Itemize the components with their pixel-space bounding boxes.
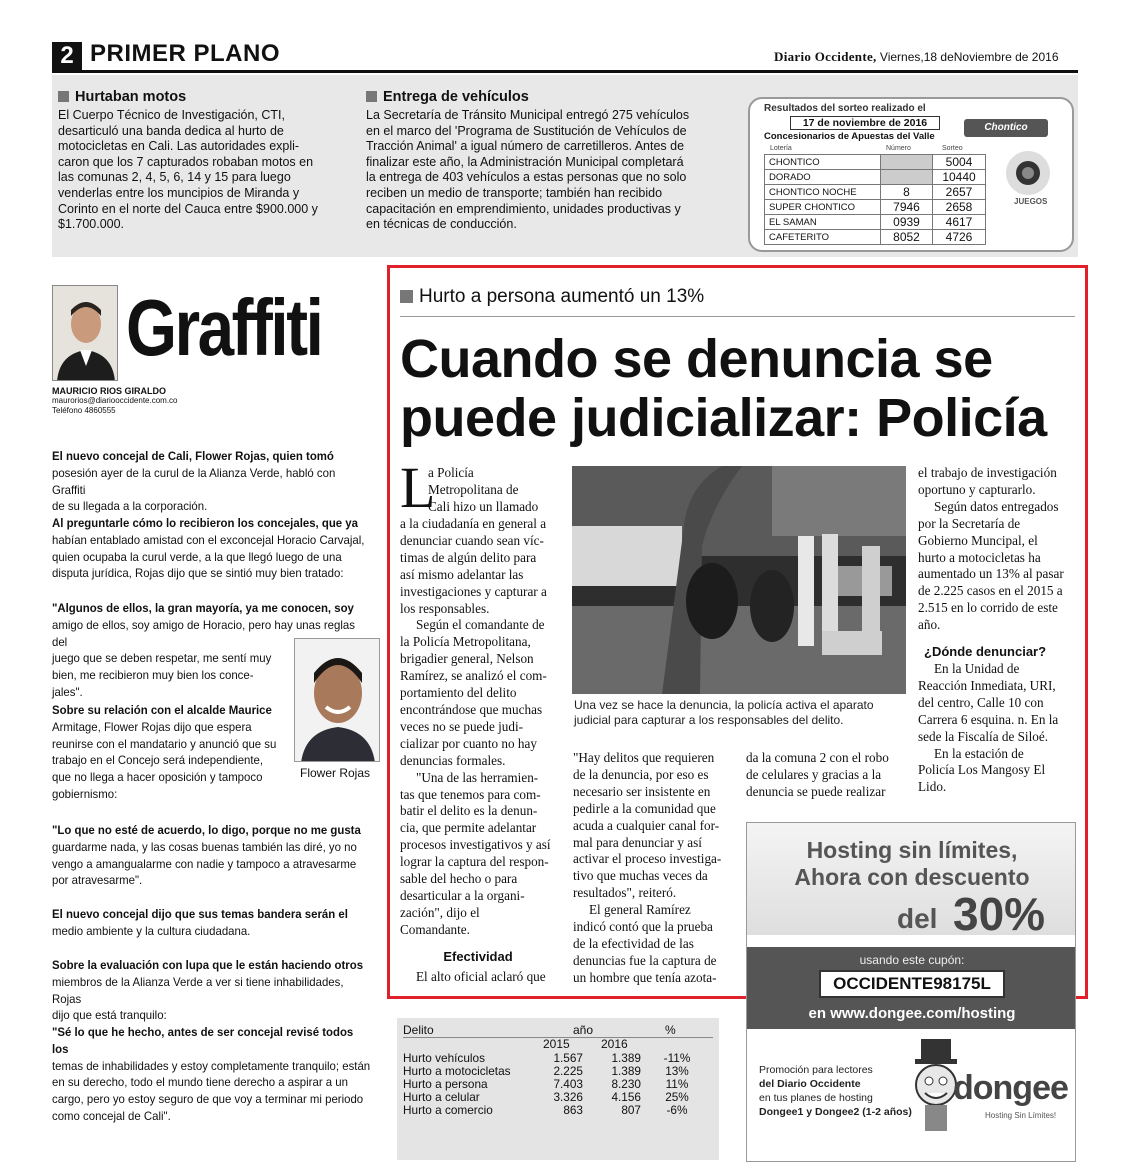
lottery-number: 8 bbox=[881, 185, 933, 200]
graffiti-para-5: "Lo que no esté de acuerdo, lo digo, porque no me gusta guardarme nada, y las cosas buenas también las diré, yo no vengo a amangualarme con nadie y tampoco a atravesarme por atravesarme". bbox=[52, 823, 361, 888]
dongee-advertisement[interactable] bbox=[746, 822, 1076, 1162]
graffiti-para-6: El nuevo concejal dijo que sus temas bandera serán el medio ambiente y la cultura ciudadana. bbox=[52, 907, 348, 938]
stats-rows bbox=[403, 1052, 713, 1117]
stats-cell-v2016: 8.230 bbox=[611, 1077, 641, 1091]
brief-entrega-vehiculos bbox=[366, 89, 720, 233]
graffiti-para-1: El nuevo concejal de Cali, Flower Rojas, quien tomó posesión ayer de la curul de la Alianza Verde, habló con Graffiti de su llegada a la corporación. bbox=[52, 449, 336, 514]
stats-col-delito: Delito bbox=[403, 1023, 434, 1037]
brief-body: La Secretaría de Tránsito Municipal entregó 275 vehículos en el marco del 'Programa de Sustitución de Vehículos de Tracción Animal' a igual número de carretilleros. Antes de finalizar este año, la Administración Municipal completará la entrega de 403 vehículos a estas personas que no solo reciben un medio de transporte; también han recibido capacitación en emprendimiento, unidades productivas y en técnicas de conducción. bbox=[366, 108, 690, 232]
ad-percent: 30% bbox=[953, 888, 1046, 940]
stats-cell-pct: 13% bbox=[665, 1064, 689, 1078]
stats-cell-v2015: 7.403 bbox=[553, 1077, 583, 1091]
bullet-square-icon bbox=[400, 290, 413, 303]
lottery-name: CHONTICO NOCHE bbox=[765, 185, 881, 200]
stats-cell-v2016: 807 bbox=[621, 1103, 641, 1117]
column-title: Graffiti bbox=[126, 283, 322, 372]
police-scene-photo-icon bbox=[572, 466, 906, 694]
paper-name: Diario Occidente, bbox=[774, 49, 877, 64]
lottery-draw: 4617 bbox=[933, 215, 986, 230]
photo-caption: Una vez se hace la denuncia, la policía activa el aparato judicial para capturar a los responsables del delito. bbox=[574, 698, 874, 727]
columnist-photo bbox=[52, 285, 118, 381]
lottery-subheading: Concesionarios de Apuestas del Valle bbox=[764, 131, 935, 142]
chontico-logo: Chontico bbox=[964, 119, 1048, 137]
brief-hurtaban-motos bbox=[58, 89, 336, 233]
graffiti-para-4: Sobre su relación con el alcalde Maurice Armitage, Flower Rojas dijo que espera reunirse con el mandatario y anunció que su trabajo en el Concejo será independiente, que no llega a hacer oposición y tampoco gobiernismo: bbox=[52, 703, 277, 801]
lottery-draw: 2657 bbox=[933, 185, 986, 200]
graffiti-para-3: "Algunos de ellos, la gran mayoría, ya me conocen, soy amigo de ellos, soy amigo de Horacio, pero hay unas reglas del juego que se deben respetar, me sentí muy bien, me recibieron muy bien los conce- jales". bbox=[52, 601, 355, 699]
lottery-row bbox=[765, 170, 986, 185]
lottery-number: 8052 bbox=[881, 230, 933, 245]
brief-title: Hurtaban motos bbox=[58, 89, 336, 105]
stats-cell-delito: Hurto a motocicletas bbox=[403, 1064, 511, 1078]
stats-cell-pct: -6% bbox=[666, 1103, 688, 1117]
stats-cell-pct: 11% bbox=[665, 1077, 689, 1091]
article-kicker: Hurto a persona aumentó un 13% bbox=[400, 286, 704, 308]
issue-date: Viernes,18 deNoviembre de 2016 bbox=[879, 50, 1059, 64]
stats-cell-pct: 25% bbox=[665, 1090, 689, 1104]
ad-coupon-code[interactable]: OCCIDENTE98175L bbox=[819, 970, 1005, 998]
article-column-2: "Hay delitos que requieren de la denuncia, por eso es necesario ser insistente en pedirle a la comunidad que acuda a cualquier canal for- mal para denunciar y así activar el proceso investiga- tivo que muchas veces da resultados", reiteró. El general Ramírez indicó contó que la prueba de la efectividad de las denuncias fue la captura de un hombre que tenía azota- bbox=[573, 750, 722, 985]
lottery-number bbox=[881, 170, 933, 185]
lottery-results-box bbox=[748, 97, 1074, 252]
lottery-name: DORADO bbox=[765, 170, 881, 185]
flower-rojas-caption: Flower Rojas bbox=[300, 766, 371, 780]
lottery-heading: Resultados del sorteo realizado el bbox=[764, 103, 926, 114]
flower-rojas-photo bbox=[294, 638, 380, 762]
stats-cell-v2015: 1.567 bbox=[553, 1051, 583, 1065]
stats-cell-v2015: 863 bbox=[563, 1103, 583, 1117]
article-column-4: el trabajo de investigación oportuno y capturarlo. Según datos entregados por la Secretaría de Gobierno Muncipal, el hurto a motocicletas ha aumentado un 13% al pasar de 2.225 casos en el 2015 a 2.515 en lo corrido de este año. ¿Dónde denunciar? En la Unidad de Reacción Inmediata, URI, del centro, Calle 10 con Carrera 6 esquina. n. En la sede la Fiscalía de Siloé. En la estación de Policía Los Mangosy El Lido. bbox=[918, 465, 1074, 796]
lottery-row bbox=[765, 215, 986, 230]
stats-row bbox=[403, 1104, 713, 1117]
dongee-logo: dongee bbox=[953, 1069, 1068, 1107]
lottery-number: 7946 bbox=[881, 200, 933, 215]
lottery-number: 0939 bbox=[881, 215, 933, 230]
columnist-name: MAURICIO RIOS GIRALDO bbox=[52, 386, 166, 396]
lottery-name: CAFETERITO bbox=[765, 230, 881, 245]
stats-cell-v2016: 1.389 bbox=[611, 1051, 641, 1065]
header-rule bbox=[52, 70, 1078, 73]
lottery-date: 17 de noviembre de 2016 bbox=[790, 116, 940, 130]
graffiti-para-8: "Sé lo que he hecho, antes de ser concejal revisé todos los temas de inhabilidades y estoy completamente tranquilo; están en su derecho, todo el mundo tiene derecho a aspirar a un cargo, pero yo estoy seguro de que voy a terminar mi periodo como concejal de Cali". bbox=[52, 1025, 371, 1123]
article-headline: Cuando se denuncia se puede judicializar: Policía bbox=[400, 329, 1047, 448]
stats-cell-v2015: 3.326 bbox=[553, 1090, 583, 1104]
lottery-col-headers: Lotería Número Sorteo bbox=[770, 145, 963, 152]
lottery-row bbox=[765, 200, 986, 215]
graffiti-para-7: Sobre la evaluación con lupa que le están haciendo otros miembros de la Alianza Verde a ver si tiene inhabilidades, Rojas dijo que está tranquilo: bbox=[52, 958, 364, 1023]
bullet-square-icon bbox=[58, 91, 69, 102]
ad-del: del bbox=[897, 903, 938, 934]
stats-col-ano: año bbox=[573, 1023, 594, 1037]
lottery-table bbox=[764, 154, 986, 245]
section-title: PRIMER PLANO bbox=[90, 40, 281, 67]
stats-year-2015: 2015 bbox=[543, 1037, 570, 1051]
ad-coupon-label: usando este cupón: bbox=[859, 953, 965, 967]
lottery-row bbox=[765, 155, 986, 170]
lottery-name: SUPER CHONTICO bbox=[765, 200, 881, 215]
lottery-name: CHONTICO bbox=[765, 155, 881, 170]
article-photo bbox=[572, 466, 906, 694]
lottery-draw: 5004 bbox=[933, 155, 986, 170]
lottery-draw: 2658 bbox=[933, 200, 986, 215]
stats-cell-delito: Hurto a celular bbox=[403, 1090, 480, 1104]
kicker-rule bbox=[400, 316, 1075, 317]
lottery-draw: 4726 bbox=[933, 230, 986, 245]
stats-cell-v2015: 2.225 bbox=[553, 1064, 583, 1078]
lottery-number bbox=[881, 155, 933, 170]
lottery-row bbox=[765, 185, 986, 200]
graffiti-para-2: Al preguntarle cómo lo recibieron los concejales, que ya habían entablado amistad con el exconcejal Horacio Carvajal, quien ocupaba la curul verde, a la que llegó luego de una disputa jurídica, Rojas dijo que se sintió muy bien tratado: bbox=[52, 516, 365, 581]
lottery-row bbox=[765, 230, 986, 245]
stats-cell-delito: Hurto a comercio bbox=[403, 1103, 493, 1117]
columnist-email: maurorios@diariooccidente.com.co bbox=[52, 396, 178, 405]
stats-cell-v2016: 1.389 bbox=[611, 1064, 641, 1078]
flower-rojas-portrait-icon bbox=[295, 639, 380, 762]
ad-url[interactable]: en www.dongee.com/hosting bbox=[808, 1005, 1016, 1022]
ad-headline: Hosting sin límites, Ahora con descuento bbox=[794, 837, 1030, 890]
article-column-1: L a Policía Metropolitana de Cali hizo un llamado a la ciudadanía en general a denunciar cuando sean víc- timas de algún delito para así mismo adelantar las investigaciones y capturar a los responsables. Según el comandante de la Policía Metropolitana, brigadier general, Nelson Ramírez, se analizó el com- portamiento del delito encontrándose que muchas veces no se puede judi- cializar por cuanto no hay denuncias formales. "Una de las herramien- tas que tenemos para com- batir el delito es la denun- cia, que permite adelantar procesos investigativos y así lograr la captura del respon- sable del hecho o para desarticular a la organi- zación", dijo el Comandante. Efectividad El alto oficial aclaró que bbox=[400, 465, 556, 985]
stats-year-2016: 2016 bbox=[601, 1037, 628, 1051]
stats-cell-v2016: 4.156 bbox=[611, 1090, 641, 1104]
crime-stats-table bbox=[397, 1018, 719, 1160]
ad-promo-text: Promoción para lectores del Diario Occidente en tus planes de hosting Dongee1 y Dongee2 (1-2 años) bbox=[759, 1064, 912, 1118]
bullet-square-icon bbox=[366, 91, 377, 102]
columnist-phone: Teléfono 4860555 bbox=[52, 406, 116, 415]
lottery-name: EL SAMAN bbox=[765, 215, 881, 230]
stats-col-pct: % bbox=[665, 1023, 676, 1037]
stats-cell-delito: Hurto a persona bbox=[403, 1077, 488, 1091]
lottery-draw: 10440 bbox=[933, 170, 986, 185]
masthead bbox=[774, 49, 1059, 65]
brief-body: El Cuerpo Técnico de Investigación, CTI, desarticuló una banda dedica al hurto de motocicletas en Cali. Las autoridades expli- caron que los 7 capturados robaban motos en las comunas 2, 4, 5, 6, 14 y 15 para luego venderlas entre los muncipios de Miranda y Corinto en el norte del Cauca entre $900.000 y $1.700.000. bbox=[58, 108, 318, 232]
subhead-efectividad: Efectividad bbox=[443, 948, 513, 964]
page-number: 2 bbox=[52, 42, 82, 70]
subhead-donde-denunciar: ¿Dónde denunciar? bbox=[924, 644, 1047, 660]
stats-cell-pct: -11% bbox=[663, 1051, 691, 1065]
stats-cell-delito: Hurto vehículos bbox=[403, 1051, 485, 1065]
juegos-logo: JUEGOS bbox=[1000, 147, 1060, 209]
brief-title: Entrega de vehículos bbox=[366, 89, 720, 105]
dongee-tagline: Hosting Sin Límites! bbox=[985, 1111, 1057, 1120]
article-column-3: da la comuna 2 con el robo de celulares y gracias a la denuncia se puede realizar bbox=[746, 750, 889, 799]
drop-cap: L bbox=[400, 455, 436, 520]
columnist-portrait-icon bbox=[53, 286, 118, 381]
